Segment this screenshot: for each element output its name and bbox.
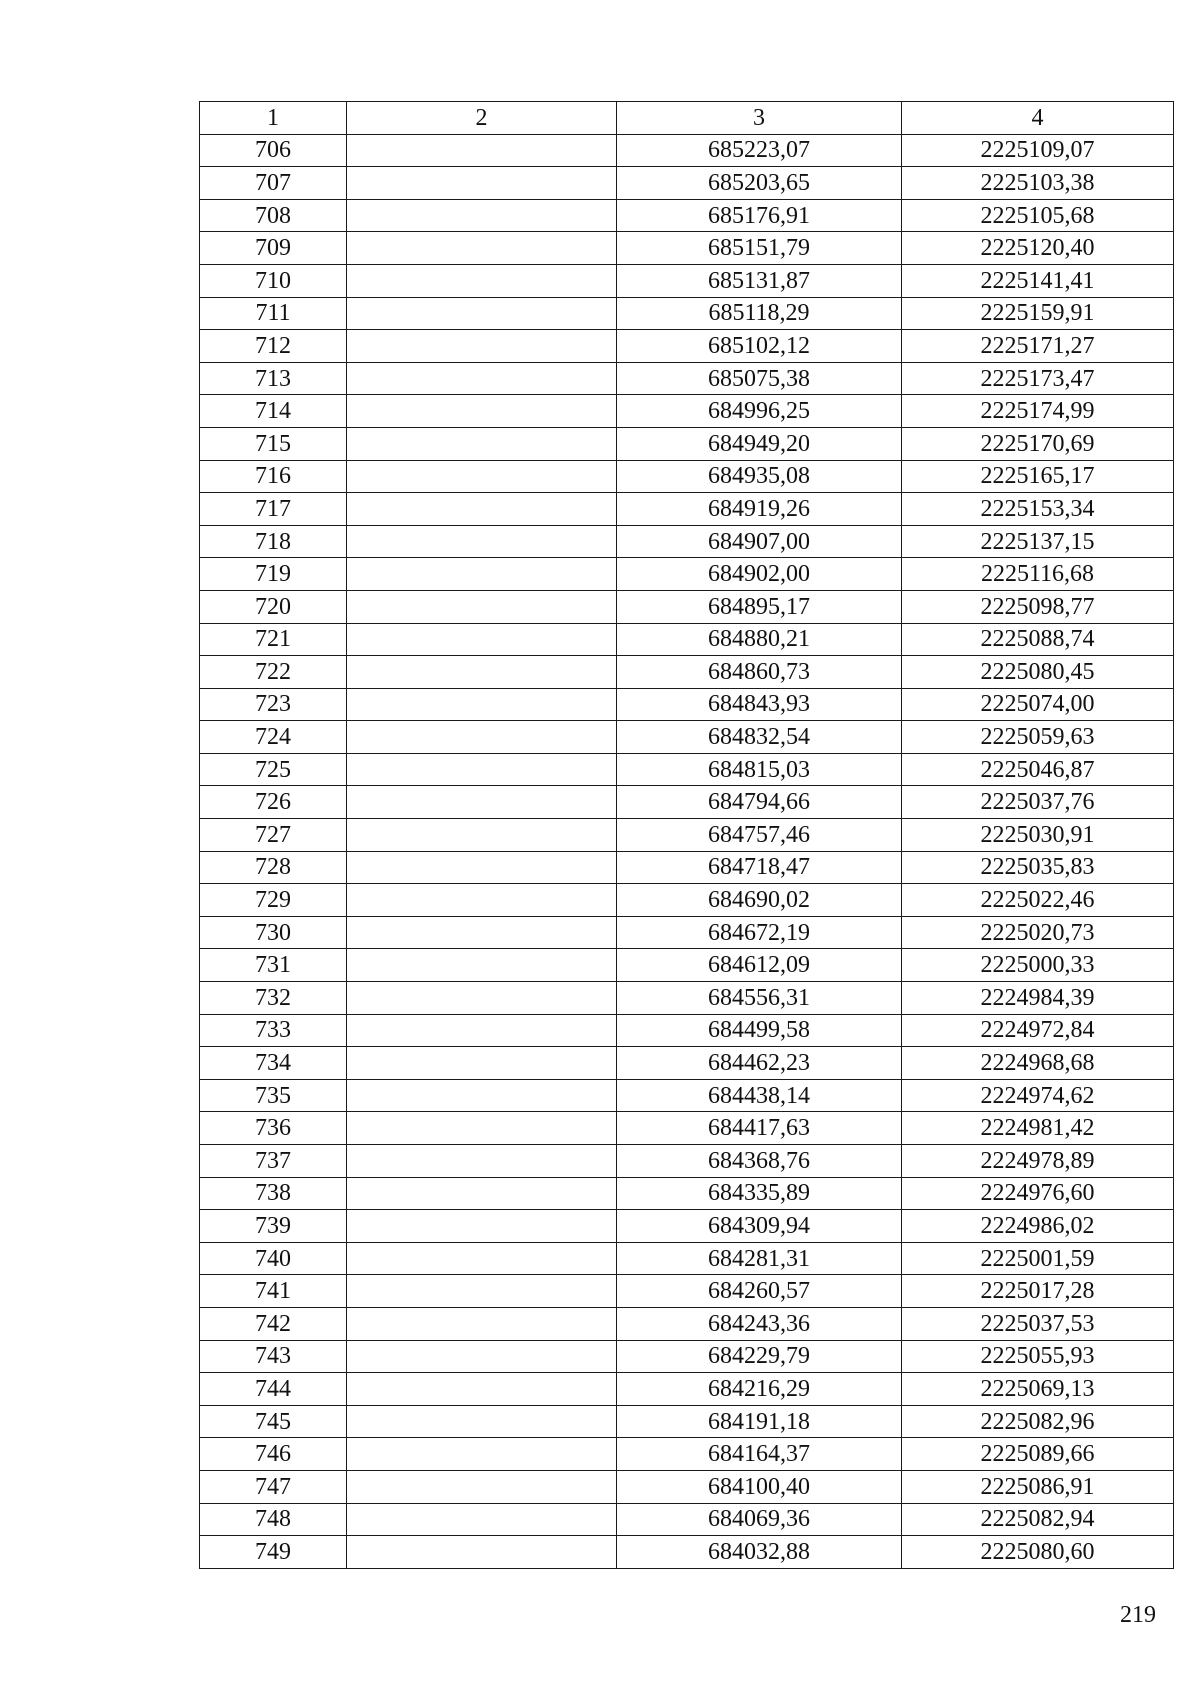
header-col-3: 3 xyxy=(617,102,902,135)
column-2-cell xyxy=(347,819,617,852)
table-row xyxy=(200,721,1174,754)
coordinate-x-cell: 684164,37 xyxy=(617,1438,902,1471)
column-2-cell xyxy=(347,1145,617,1178)
coordinate-x-cell: 684417,63 xyxy=(617,1112,902,1145)
column-2-cell xyxy=(347,1503,617,1536)
coordinate-y-cell: 2225069,13 xyxy=(902,1373,1174,1406)
column-2-cell xyxy=(347,1079,617,1112)
coordinate-x-cell: 685176,91 xyxy=(617,199,902,232)
point-number-cell: 719 xyxy=(200,558,347,591)
column-2-cell xyxy=(347,1470,617,1503)
coordinate-x-cell: 684907,00 xyxy=(617,525,902,558)
point-number-cell: 724 xyxy=(200,721,347,754)
coordinate-y-cell: 2225037,76 xyxy=(902,786,1174,819)
coordinate-x-cell: 684243,36 xyxy=(617,1307,902,1340)
coordinate-x-cell: 684815,03 xyxy=(617,753,902,786)
table-row xyxy=(200,330,1174,363)
coordinate-x-cell: 684895,17 xyxy=(617,590,902,623)
point-number-cell: 718 xyxy=(200,525,347,558)
coordinate-y-cell: 2225098,77 xyxy=(902,590,1174,623)
coordinate-x-cell: 684281,31 xyxy=(617,1242,902,1275)
point-number-cell: 716 xyxy=(200,460,347,493)
table-row xyxy=(200,525,1174,558)
point-number-cell: 715 xyxy=(200,427,347,460)
table-row xyxy=(200,656,1174,689)
coordinate-x-cell: 685223,07 xyxy=(617,134,902,167)
point-number-cell: 733 xyxy=(200,1014,347,1047)
table-row xyxy=(200,819,1174,852)
table-row xyxy=(200,1079,1174,1112)
column-2-cell xyxy=(347,1014,617,1047)
column-2-cell xyxy=(347,590,617,623)
point-number-cell: 743 xyxy=(200,1340,347,1373)
table-row xyxy=(200,884,1174,917)
point-number-cell: 741 xyxy=(200,1275,347,1308)
column-2-cell xyxy=(347,493,617,526)
coordinate-y-cell: 2225022,46 xyxy=(902,884,1174,917)
coordinate-x-cell: 684229,79 xyxy=(617,1340,902,1373)
point-number-cell: 725 xyxy=(200,753,347,786)
coordinate-x-cell: 684832,54 xyxy=(617,721,902,754)
coordinate-x-cell: 684499,58 xyxy=(617,1014,902,1047)
column-2-cell xyxy=(347,297,617,330)
table-row xyxy=(200,623,1174,656)
coordinate-y-cell: 2225037,53 xyxy=(902,1307,1174,1340)
column-2-cell xyxy=(347,362,617,395)
table-row xyxy=(200,1112,1174,1145)
coordinate-x-cell: 684935,08 xyxy=(617,460,902,493)
column-2-cell xyxy=(347,1405,617,1438)
column-2-cell xyxy=(347,330,617,363)
table-row xyxy=(200,1307,1174,1340)
coordinate-y-cell: 2225141,41 xyxy=(902,264,1174,297)
coordinate-y-cell: 2225000,33 xyxy=(902,949,1174,982)
point-number-cell: 712 xyxy=(200,330,347,363)
point-number-cell: 738 xyxy=(200,1177,347,1210)
table-row xyxy=(200,1340,1174,1373)
point-number-cell: 708 xyxy=(200,199,347,232)
column-2-cell xyxy=(347,525,617,558)
coordinate-y-cell: 2225109,07 xyxy=(902,134,1174,167)
coordinate-x-cell: 684672,19 xyxy=(617,916,902,949)
coordinate-x-cell: 684335,89 xyxy=(617,1177,902,1210)
column-2-cell xyxy=(347,982,617,1015)
coordinate-y-cell: 2224976,60 xyxy=(902,1177,1174,1210)
column-2-cell xyxy=(347,884,617,917)
coordinate-y-cell: 2225120,40 xyxy=(902,232,1174,265)
table-row xyxy=(200,688,1174,721)
coordinate-x-cell: 684032,88 xyxy=(617,1536,902,1569)
point-number-cell: 737 xyxy=(200,1145,347,1178)
header-col-4: 4 xyxy=(902,102,1174,135)
coordinate-x-cell: 684191,18 xyxy=(617,1405,902,1438)
point-number-cell: 745 xyxy=(200,1405,347,1438)
point-number-cell: 706 xyxy=(200,134,347,167)
column-2-cell xyxy=(347,949,617,982)
column-2-cell xyxy=(347,1047,617,1080)
point-number-cell: 748 xyxy=(200,1503,347,1536)
coordinate-y-cell: 2225171,27 xyxy=(902,330,1174,363)
point-number-cell: 732 xyxy=(200,982,347,1015)
point-number-cell: 730 xyxy=(200,916,347,949)
table-row xyxy=(200,395,1174,428)
coordinate-y-cell: 2225174,99 xyxy=(902,395,1174,428)
table-row xyxy=(200,1405,1174,1438)
coordinate-y-cell: 2225030,91 xyxy=(902,819,1174,852)
point-number-cell: 711 xyxy=(200,297,347,330)
point-number-cell: 731 xyxy=(200,949,347,982)
coordinate-y-cell: 2225173,47 xyxy=(902,362,1174,395)
column-2-cell xyxy=(347,427,617,460)
coordinate-y-cell: 2224981,42 xyxy=(902,1112,1174,1145)
coordinate-y-cell: 2225035,83 xyxy=(902,851,1174,884)
coordinate-x-cell: 684216,29 xyxy=(617,1373,902,1406)
header-col-1: 1 xyxy=(200,102,347,135)
column-2-cell xyxy=(347,167,617,200)
column-2-cell xyxy=(347,916,617,949)
coordinate-y-cell: 2225137,15 xyxy=(902,525,1174,558)
coordinate-x-cell: 684794,66 xyxy=(617,786,902,819)
coordinate-x-cell: 684919,26 xyxy=(617,493,902,526)
coordinate-x-cell: 685131,87 xyxy=(617,264,902,297)
table-row xyxy=(200,1014,1174,1047)
point-number-cell: 720 xyxy=(200,590,347,623)
coordinate-y-cell: 2224984,39 xyxy=(902,982,1174,1015)
point-number-cell: 713 xyxy=(200,362,347,395)
table-row xyxy=(200,949,1174,982)
column-2-cell xyxy=(347,656,617,689)
point-number-cell: 707 xyxy=(200,167,347,200)
point-number-cell: 726 xyxy=(200,786,347,819)
column-2-cell xyxy=(347,1307,617,1340)
table-row xyxy=(200,1438,1174,1471)
table-row xyxy=(200,199,1174,232)
table-row xyxy=(200,916,1174,949)
table-row xyxy=(200,427,1174,460)
coordinate-x-cell: 684880,21 xyxy=(617,623,902,656)
table-row xyxy=(200,493,1174,526)
point-number-cell: 722 xyxy=(200,656,347,689)
coordinate-y-cell: 2225165,17 xyxy=(902,460,1174,493)
column-2-cell xyxy=(347,199,617,232)
coordinate-x-cell: 685118,29 xyxy=(617,297,902,330)
column-2-cell xyxy=(347,264,617,297)
page-number: 219 xyxy=(1120,1602,1156,1628)
coordinate-x-cell: 684462,23 xyxy=(617,1047,902,1080)
column-2-cell xyxy=(347,1177,617,1210)
column-2-cell xyxy=(347,1112,617,1145)
coordinate-y-cell: 2225020,73 xyxy=(902,916,1174,949)
coordinate-x-cell: 684100,40 xyxy=(617,1470,902,1503)
coordinate-y-cell: 2225170,69 xyxy=(902,427,1174,460)
table-row xyxy=(200,1373,1174,1406)
table-row xyxy=(200,362,1174,395)
coordinate-x-cell: 684260,57 xyxy=(617,1275,902,1308)
coordinate-y-cell: 2225080,60 xyxy=(902,1536,1174,1569)
table-row xyxy=(200,1047,1174,1080)
point-number-cell: 739 xyxy=(200,1210,347,1243)
coordinate-x-cell: 684843,93 xyxy=(617,688,902,721)
table-row xyxy=(200,590,1174,623)
point-number-cell: 744 xyxy=(200,1373,347,1406)
coordinate-x-cell: 684949,20 xyxy=(617,427,902,460)
column-2-cell xyxy=(347,134,617,167)
column-2-cell xyxy=(347,786,617,819)
coordinate-y-cell: 2225080,45 xyxy=(902,656,1174,689)
table-header-row xyxy=(200,102,1174,135)
coordinate-y-cell: 2225103,38 xyxy=(902,167,1174,200)
coordinate-x-cell: 684996,25 xyxy=(617,395,902,428)
table-row xyxy=(200,753,1174,786)
point-number-cell: 721 xyxy=(200,623,347,656)
table-row xyxy=(200,460,1174,493)
table-row xyxy=(200,786,1174,819)
table-row xyxy=(200,297,1174,330)
point-number-cell: 710 xyxy=(200,264,347,297)
column-2-cell xyxy=(347,1242,617,1275)
table-row xyxy=(200,1470,1174,1503)
column-2-cell xyxy=(347,623,617,656)
point-number-cell: 736 xyxy=(200,1112,347,1145)
table-row xyxy=(200,558,1174,591)
coordinate-y-cell: 2225105,68 xyxy=(902,199,1174,232)
coordinate-y-cell: 2225159,91 xyxy=(902,297,1174,330)
coordinate-x-cell: 684612,09 xyxy=(617,949,902,982)
column-2-cell xyxy=(347,1536,617,1569)
point-number-cell: 727 xyxy=(200,819,347,852)
coordinates-table xyxy=(199,101,1174,1569)
coordinate-x-cell: 684860,73 xyxy=(617,656,902,689)
coordinate-x-cell: 685203,65 xyxy=(617,167,902,200)
point-number-cell: 735 xyxy=(200,1079,347,1112)
coordinate-y-cell: 2224972,84 xyxy=(902,1014,1174,1047)
coordinate-x-cell: 684368,76 xyxy=(617,1145,902,1178)
coordinate-x-cell: 684690,02 xyxy=(617,884,902,917)
column-2-cell xyxy=(347,1210,617,1243)
coordinate-x-cell: 685075,38 xyxy=(617,362,902,395)
column-2-cell xyxy=(347,753,617,786)
point-number-cell: 728 xyxy=(200,851,347,884)
coordinate-y-cell: 2225086,91 xyxy=(902,1470,1174,1503)
coordinate-y-cell: 2225055,93 xyxy=(902,1340,1174,1373)
coordinate-y-cell: 2225059,63 xyxy=(902,721,1174,754)
column-2-cell xyxy=(347,721,617,754)
table-row xyxy=(200,1536,1174,1569)
column-2-cell xyxy=(347,1340,617,1373)
coordinate-x-cell: 684556,31 xyxy=(617,982,902,1015)
table-row xyxy=(200,851,1174,884)
table-row xyxy=(200,1503,1174,1536)
coordinate-y-cell: 2225046,87 xyxy=(902,753,1174,786)
table-row xyxy=(200,1275,1174,1308)
coordinate-y-cell: 2225089,66 xyxy=(902,1438,1174,1471)
coordinate-x-cell: 684069,36 xyxy=(617,1503,902,1536)
point-number-cell: 709 xyxy=(200,232,347,265)
column-2-cell xyxy=(347,558,617,591)
point-number-cell: 723 xyxy=(200,688,347,721)
column-2-cell xyxy=(347,460,617,493)
coordinate-y-cell: 2225082,96 xyxy=(902,1405,1174,1438)
column-2-cell xyxy=(347,851,617,884)
column-2-cell xyxy=(347,1373,617,1406)
coordinate-y-cell: 2224968,68 xyxy=(902,1047,1174,1080)
table-row xyxy=(200,1242,1174,1275)
column-2-cell xyxy=(347,1438,617,1471)
coordinate-y-cell: 2224974,62 xyxy=(902,1079,1174,1112)
coordinate-y-cell: 2225082,94 xyxy=(902,1503,1174,1536)
point-number-cell: 714 xyxy=(200,395,347,428)
point-number-cell: 742 xyxy=(200,1307,347,1340)
point-number-cell: 717 xyxy=(200,493,347,526)
table-row xyxy=(200,1210,1174,1243)
point-number-cell: 747 xyxy=(200,1470,347,1503)
table-row xyxy=(200,982,1174,1015)
table-row xyxy=(200,264,1174,297)
point-number-cell: 749 xyxy=(200,1536,347,1569)
coordinate-x-cell: 685151,79 xyxy=(617,232,902,265)
coordinate-x-cell: 684757,46 xyxy=(617,819,902,852)
coordinate-x-cell: 685102,12 xyxy=(617,330,902,363)
column-2-cell xyxy=(347,395,617,428)
column-2-cell xyxy=(347,232,617,265)
coordinate-y-cell: 2225088,74 xyxy=(902,623,1174,656)
table-row xyxy=(200,167,1174,200)
coordinate-y-cell: 2224986,02 xyxy=(902,1210,1174,1243)
table-body xyxy=(200,134,1174,1568)
coordinate-x-cell: 684718,47 xyxy=(617,851,902,884)
table-row xyxy=(200,232,1174,265)
coordinate-y-cell: 2225017,28 xyxy=(902,1275,1174,1308)
column-2-cell xyxy=(347,688,617,721)
table-row xyxy=(200,1145,1174,1178)
table-row xyxy=(200,134,1174,167)
coordinate-y-cell: 2225153,34 xyxy=(902,493,1174,526)
coordinate-x-cell: 684902,00 xyxy=(617,558,902,591)
coordinate-x-cell: 684309,94 xyxy=(617,1210,902,1243)
coordinate-y-cell: 2225116,68 xyxy=(902,558,1174,591)
header-col-2: 2 xyxy=(347,102,617,135)
point-number-cell: 746 xyxy=(200,1438,347,1471)
coordinate-x-cell: 684438,14 xyxy=(617,1079,902,1112)
coordinate-y-cell: 2225001,59 xyxy=(902,1242,1174,1275)
table-row xyxy=(200,1177,1174,1210)
coordinate-y-cell: 2224978,89 xyxy=(902,1145,1174,1178)
column-2-cell xyxy=(347,1275,617,1308)
point-number-cell: 734 xyxy=(200,1047,347,1080)
point-number-cell: 729 xyxy=(200,884,347,917)
point-number-cell: 740 xyxy=(200,1242,347,1275)
coordinate-y-cell: 2225074,00 xyxy=(902,688,1174,721)
